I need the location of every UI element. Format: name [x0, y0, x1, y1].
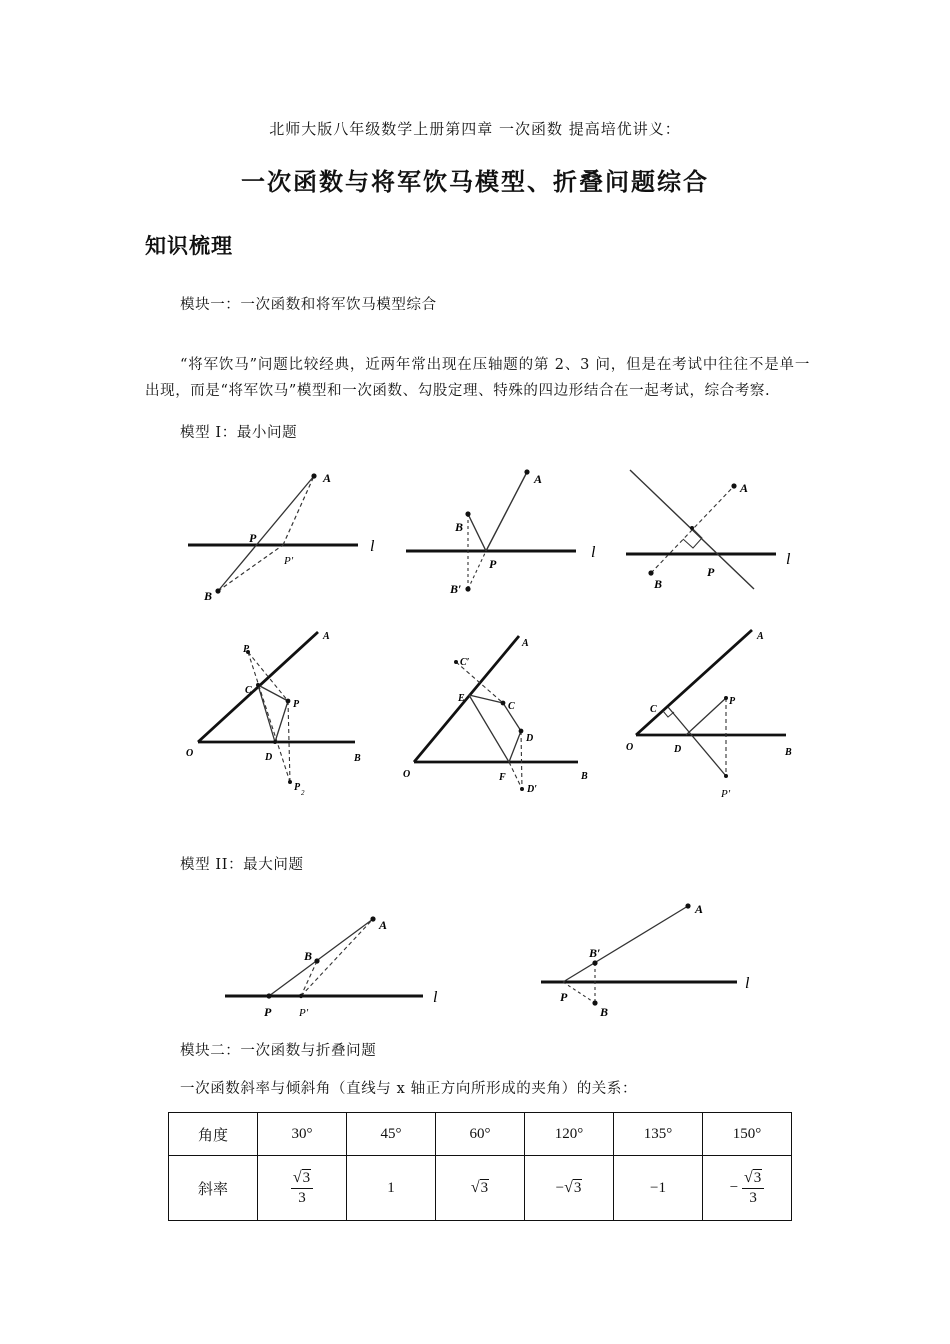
point-b — [592, 1000, 597, 1005]
segment-bp — [468, 514, 486, 551]
label-b: B — [204, 589, 213, 603]
segment-pa — [486, 472, 527, 551]
label-p: P — [729, 696, 736, 707]
page-title: 一次函数与将军饮马模型、折叠问题综合 — [241, 167, 709, 196]
angle-cell: 45° — [347, 1113, 436, 1156]
label-b: B — [304, 949, 313, 963]
row-header-angle: 角度 — [169, 1113, 258, 1156]
label-e: E — [458, 693, 465, 704]
point-b — [465, 511, 470, 516]
segment-pa — [563, 906, 688, 982]
dashed-p1-p — [248, 652, 288, 701]
label-a: A — [740, 481, 749, 495]
label-p-prime: P′ — [721, 788, 731, 800]
angle-cell: 60° — [436, 1113, 525, 1156]
point-p-prime — [299, 994, 303, 998]
figure-max-2 — [535, 895, 775, 1025]
slope-cell-45: 1 — [347, 1156, 436, 1221]
segment-ec — [469, 695, 503, 703]
label-l: l — [786, 551, 791, 568]
dashed-bpp — [468, 551, 486, 589]
label-a: A — [323, 471, 332, 485]
point-d — [273, 740, 277, 744]
label-a: A — [695, 902, 704, 916]
label-c: C — [508, 701, 515, 712]
model2-heading: 模型 II：最大问题 — [180, 857, 304, 873]
label-b: B — [654, 577, 663, 591]
label-c-prime: C′ — [460, 657, 470, 668]
dashed-dd — [521, 731, 522, 789]
angle-cell: 30° — [258, 1113, 347, 1156]
label-l: l — [433, 989, 438, 1006]
angle-cell: 150° — [703, 1113, 792, 1156]
label-p: P — [560, 990, 568, 1004]
label-l: l — [745, 975, 750, 992]
label-c: C — [650, 704, 657, 715]
ray-oa — [636, 630, 752, 735]
label-b-prime: B′ — [450, 582, 462, 596]
slope-cell-135: −1 — [614, 1156, 703, 1221]
label-d-prime: D′ — [527, 784, 538, 795]
point-foot — [690, 526, 694, 530]
page-header: 北师大版八年级数学上册第四章 一次函数 提高培优讲义： — [269, 120, 681, 138]
slope-cell-30 — [258, 1156, 347, 1221]
minus-sign: − — [555, 1180, 565, 1196]
angle-cell: 135° — [614, 1113, 703, 1156]
label-f: F — [499, 772, 506, 783]
right-angle-mark — [683, 528, 702, 548]
body-paragraph: “将军饮马”问题比较经典，近两年常出现在压轴题的第 2、3 问，但是在考试中往往不是单一出现，而是“将军饮马”模型和一次函数、勾股定理、特殊的四边形结合在一起考试，综合考察. — [145, 357, 810, 399]
angle-cell: 120° — [525, 1113, 614, 1156]
point-a — [524, 469, 529, 474]
slope-cell-150 — [703, 1156, 792, 1221]
relation-text: 一次函数斜率与倾斜角（直线与 x 轴正方向所形成的夹角）的关系： — [180, 1081, 638, 1097]
label-p: P — [249, 531, 257, 545]
label-o: O — [186, 748, 194, 759]
point-p — [266, 993, 271, 998]
label-p1: P — [243, 644, 250, 655]
segment-fd — [509, 731, 521, 762]
point-p-prime — [724, 774, 728, 778]
slope-angle-table — [168, 1112, 792, 1221]
ray-oa — [414, 636, 519, 762]
label-c: C — [245, 685, 252, 696]
label-p: P — [489, 557, 497, 571]
label-o: O — [403, 769, 411, 780]
label-a: A — [323, 631, 330, 642]
minus-sign: − — [729, 1179, 739, 1196]
sqrt-arg: 3 — [573, 1180, 582, 1196]
point-a — [731, 483, 736, 488]
point-a — [370, 916, 375, 921]
label-a: A — [522, 638, 529, 649]
point-p — [724, 696, 728, 700]
table-row — [169, 1156, 792, 1221]
point-c — [501, 701, 506, 706]
module1-heading: 模块一：一次函数和将军饮马模型综合 — [180, 297, 437, 313]
point-b — [215, 588, 220, 593]
label-a: A — [757, 631, 764, 642]
dashed-pa — [283, 476, 314, 545]
point-p2 — [288, 780, 292, 784]
denominator: 3 — [749, 1190, 757, 1206]
dashed-pb — [563, 982, 595, 1003]
label-b: B — [600, 1005, 609, 1019]
label-b-prime: B′ — [589, 946, 601, 960]
figure-max-1 — [220, 905, 460, 1025]
label-p: P — [264, 1005, 272, 1019]
label-b: B — [455, 520, 464, 534]
label-p: P — [293, 699, 300, 710]
model1-heading: 模型 I：最小问题 — [180, 425, 298, 441]
label-l: l — [591, 544, 596, 561]
label-l: l — [370, 538, 375, 555]
point-d-prime — [520, 787, 524, 791]
segment-dp — [275, 701, 288, 742]
row-header-slope: 斜率 — [169, 1156, 258, 1221]
label-p-prime: P′ — [299, 1007, 309, 1019]
sqrt-arg: 3 — [753, 1170, 762, 1186]
denominator: 3 — [298, 1190, 306, 1206]
segment-dp — [686, 698, 726, 735]
label-p-prime: P′ — [284, 555, 294, 567]
table-row — [169, 1113, 792, 1156]
label-b: B — [785, 747, 792, 758]
label-b: B — [581, 771, 588, 782]
label-p2: P — [294, 782, 301, 793]
figure-angle-1 — [180, 622, 390, 807]
label-d: D — [526, 733, 534, 744]
point-b — [648, 570, 653, 575]
label-p2-sub: 2 — [301, 789, 305, 797]
fraction: $\frac{√3}{3}$ — [291, 1169, 313, 1207]
point-a — [311, 473, 316, 478]
section-heading: 知识梳理 — [145, 233, 233, 258]
segment-ab — [218, 476, 314, 591]
figure-min-3 — [620, 462, 820, 612]
label-d: D — [265, 752, 273, 763]
point-a — [685, 903, 690, 908]
point-b-prime — [465, 586, 470, 591]
point-d — [519, 729, 524, 734]
point-b — [314, 958, 319, 963]
slope-cell-60: √3 — [436, 1156, 525, 1221]
label-p: P — [707, 565, 715, 579]
sqrt-arg: 3 — [302, 1170, 311, 1186]
module2-heading: 模块二：一次函数与折叠问题 — [180, 1043, 377, 1059]
label-o: O — [626, 742, 634, 753]
point-c — [256, 683, 260, 687]
label-b: B — [354, 753, 361, 764]
label-a: A — [534, 472, 543, 486]
point-c-prime — [454, 660, 458, 664]
slope-cell-120: −√3 — [525, 1156, 614, 1221]
fraction: $\frac{√3}{3}$ — [742, 1169, 764, 1207]
figure-min-1 — [180, 462, 390, 612]
label-a: A — [379, 918, 388, 932]
figure-angle-2 — [398, 628, 608, 813]
figure-min-2 — [400, 462, 610, 612]
segment-cp-prime — [668, 707, 726, 776]
figure-angle-3 — [620, 622, 820, 807]
label-d: D — [674, 744, 682, 755]
point-p — [286, 699, 291, 704]
segment-pa — [269, 919, 373, 996]
point-b-prime — [592, 960, 597, 965]
dashed-fd — [509, 762, 522, 789]
sqrt-arg: 3 — [480, 1180, 489, 1196]
segment-cd — [258, 685, 275, 742]
